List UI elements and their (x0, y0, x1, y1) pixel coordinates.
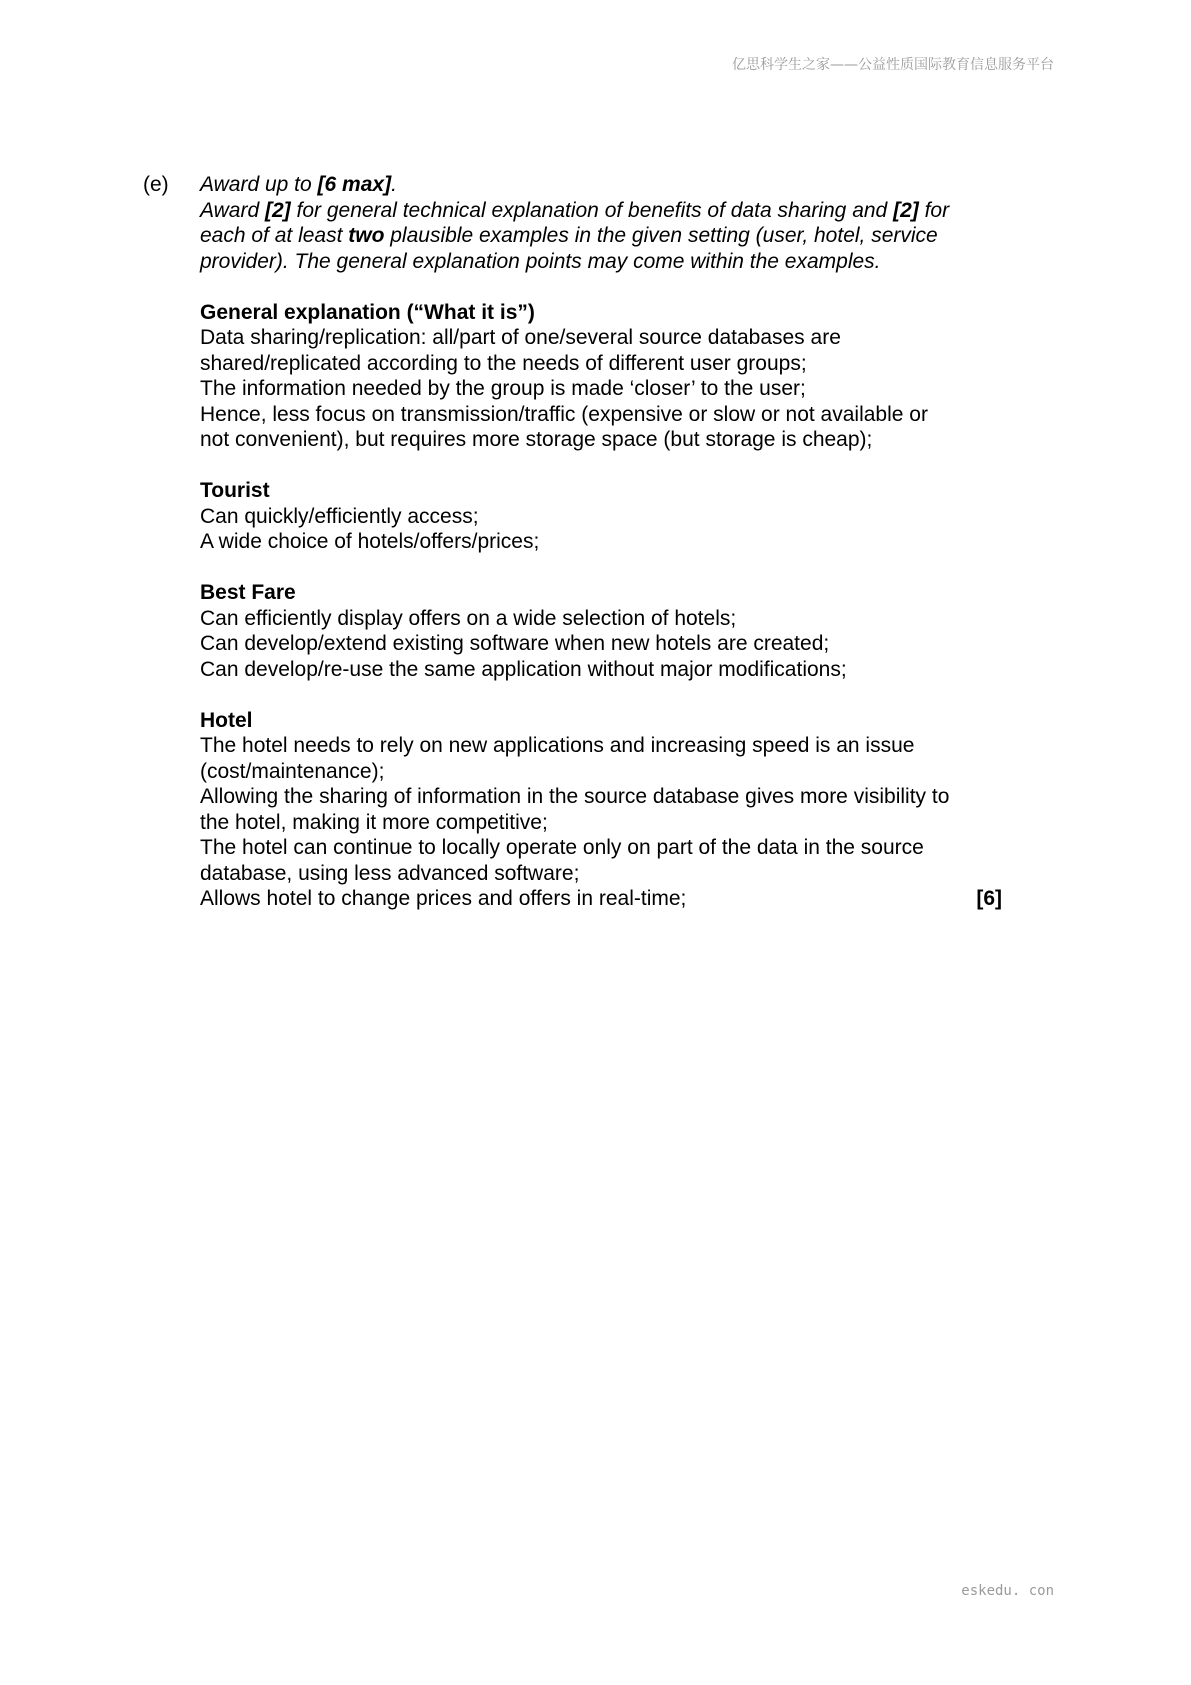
section-line: database, using less advanced software; (200, 861, 580, 885)
section-best-fare (200, 580, 1003, 682)
header-watermark: 亿思科学生之家——公益性质国际教育信息服务平台 (732, 57, 1054, 73)
section-title: Hotel (200, 708, 253, 732)
section-title: General explanation (“What it is”) (200, 300, 535, 324)
award-prefix: Award up to (200, 173, 318, 196)
section-line: Data sharing/replication: all/part of one/several source databases are (200, 326, 841, 349)
section-line: not convenient), but requires more storage space (but storage is cheap); (200, 428, 873, 451)
section-line: Can develop/re-use the same application without major modifications; (200, 657, 847, 681)
section-line: The hotel needs to rely on new applications and increasing speed is an issue (200, 734, 915, 757)
instruction-line-2 (200, 223, 1003, 249)
instruction-bold: [2] (893, 198, 919, 222)
section-hotel (200, 708, 1003, 912)
question-content (200, 172, 1003, 912)
section-line: A wide choice of hotels/offers/prices; (200, 530, 540, 553)
section-line: Hence, less focus on transmission/traffic (expensive or slow or not available or (200, 402, 928, 426)
section-line: Allows hotel to change prices and offers in real-time; (200, 887, 687, 910)
instruction-bold: two (348, 224, 385, 247)
question-label: (e) (143, 173, 169, 196)
instruction-line-3: provider). The general explanation points may come within the examples. (200, 249, 881, 273)
marks-total: [6] (976, 887, 1002, 910)
section-tourist (200, 478, 1003, 555)
section-line: Can efficiently display offers on a wide selection of hotels; (200, 606, 737, 630)
section-line: (cost/maintenance); (200, 759, 385, 783)
footer-watermark: eskedu. con (961, 1583, 1054, 1599)
instruction-text: for general technical explanation of benefits of data sharing and (290, 198, 894, 222)
section-title: Tourist (200, 479, 270, 502)
section-general-explanation (200, 300, 1003, 453)
section-line: the hotel, making it more competitive; (200, 810, 548, 834)
section-line: The information needed by the group is made ‘closer’ to the user; (200, 377, 806, 400)
section-line: Can quickly/efficiently access; (200, 504, 479, 528)
question-e (143, 172, 1003, 912)
section-line: shared/replicated according to the needs of different user groups; (200, 351, 807, 375)
section-title: Best Fare (200, 581, 296, 604)
award-line (200, 172, 1003, 198)
award-max: [6 max] (317, 173, 392, 196)
instruction-line-1 (200, 198, 1003, 224)
section-last-line (200, 886, 1002, 912)
instruction-text: each of at least (200, 224, 349, 247)
award-suffix: . (391, 173, 397, 196)
section-line: Allowing the sharing of information in the source database gives more visibility to (200, 785, 950, 808)
instruction-bold: [2] (264, 198, 291, 222)
section-line: The hotel can continue to locally operate only on part of the data in the source (200, 836, 924, 859)
section-line: Can develop/extend existing software when new hotels are created; (200, 632, 830, 655)
instruction-text: Award (200, 198, 265, 222)
instruction-text: for (918, 198, 950, 222)
instruction-text: plausible examples in the given setting (user, hotel, service (384, 224, 938, 247)
